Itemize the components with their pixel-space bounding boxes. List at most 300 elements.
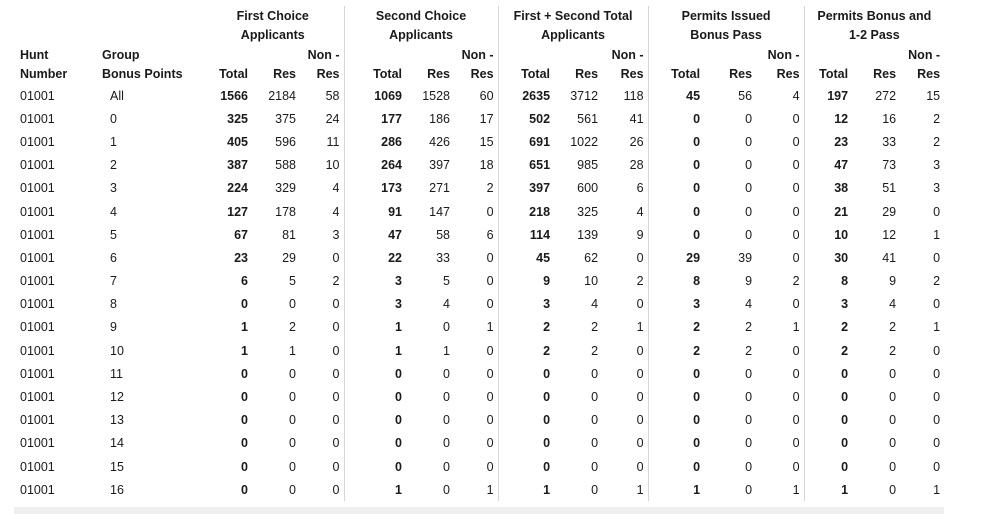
nonres-cell: 0 — [296, 339, 344, 362]
hunt-number-cell: 01001 — [20, 413, 55, 428]
total-cell: 91 — [388, 204, 402, 219]
total-cell: 12 — [834, 111, 849, 126]
hunt-number-cell: 01001 — [20, 459, 55, 474]
col-header-nonres: Res — [598, 65, 648, 85]
nonres-cell: 0 — [450, 432, 498, 455]
nonres-cell: 1 — [752, 316, 804, 339]
nonres-cell: 0 — [752, 177, 804, 200]
total-cell: 0 — [693, 390, 701, 405]
res-cell: 0 — [289, 413, 296, 428]
res-cell: 186 — [429, 111, 450, 126]
total-cell: 173 — [381, 181, 402, 196]
res-cell: 596 — [275, 134, 296, 149]
group-header-4-line1: Permits Issued — [648, 6, 804, 26]
total-cell: 21 — [834, 204, 849, 219]
total-cell: 9 — [543, 274, 551, 289]
res-cell: 272 — [875, 88, 897, 103]
total-cell: 1 — [241, 320, 248, 335]
nonres-cell: 118 — [598, 84, 648, 107]
bonus-points-cell: 1 — [110, 134, 117, 149]
nonres-cell: 0 — [296, 362, 344, 385]
total-cell: 0 — [841, 436, 849, 451]
total-cell: 10 — [834, 227, 849, 242]
nonres-cell: 58 — [296, 84, 344, 107]
nonres-cell: 0 — [598, 409, 648, 432]
total-cell: 387 — [227, 158, 248, 173]
table-row — [20, 84, 944, 107]
total-cell: 1 — [395, 343, 402, 358]
res-cell: 561 — [577, 111, 599, 126]
hunt-header-line2: Number — [20, 67, 68, 82]
hunt-number-cell: 01001 — [20, 204, 55, 219]
bonus-points-cell: 13 — [110, 413, 124, 428]
nonres-cell: 0 — [450, 385, 498, 408]
total-cell: 0 — [395, 366, 402, 381]
total-cell: 691 — [529, 134, 551, 149]
total-cell: 0 — [543, 366, 551, 381]
nonres-cell: 0 — [752, 107, 804, 130]
nonres-cell: 0 — [450, 455, 498, 478]
total-cell: 1069 — [374, 88, 402, 103]
res-cell: 56 — [738, 88, 753, 103]
nonres-cell: 0 — [296, 409, 344, 432]
nonres-cell: 0 — [752, 246, 804, 269]
hunt-number-cell: 01001 — [20, 436, 55, 451]
nonres-cell: 0 — [933, 413, 941, 428]
total-cell: 3 — [395, 297, 402, 312]
bonus-points-cell: 14 — [110, 436, 124, 451]
res-cell: 51 — [882, 181, 897, 196]
nonres-cell: 0 — [598, 246, 648, 269]
hunt-header-line1: Hunt — [20, 47, 49, 62]
bonus-points-cell: 3 — [110, 181, 117, 196]
nonres-cell: 0 — [450, 409, 498, 432]
res-cell: 426 — [429, 134, 450, 149]
total-cell: 3 — [841, 297, 849, 312]
total-cell: 1 — [395, 482, 402, 497]
col-header-non: Non - — [752, 45, 804, 65]
res-cell: 39 — [738, 250, 753, 265]
total-cell: 224 — [227, 181, 248, 196]
bonus-points-cell: All — [110, 88, 124, 103]
res-cell: 2 — [745, 320, 753, 335]
total-cell: 0 — [241, 459, 248, 474]
hunt-number-cell: 01001 — [20, 390, 55, 405]
res-cell: 5 — [289, 274, 296, 289]
group-header-5-line1: Permits Bonus and — [817, 8, 932, 23]
nonres-cell: 26 — [598, 130, 648, 153]
res-cell: 9 — [745, 274, 753, 289]
nonres-cell: 24 — [296, 107, 344, 130]
res-cell: 3712 — [570, 88, 599, 103]
res-cell: 33 — [436, 250, 450, 265]
res-cell: 5 — [443, 274, 450, 289]
total-cell: 0 — [841, 459, 849, 474]
res-cell: 0 — [591, 366, 599, 381]
total-cell: 0 — [693, 111, 701, 126]
total-cell: 0 — [693, 204, 701, 219]
nonres-cell: 0 — [752, 223, 804, 246]
col-header-total: Total — [373, 67, 402, 82]
table-row — [20, 432, 944, 455]
col-header-total: Total — [219, 67, 248, 82]
total-cell: 0 — [241, 390, 248, 405]
nonres-cell: 9 — [598, 223, 648, 246]
res-cell: 1 — [443, 343, 450, 358]
total-cell: 45 — [686, 88, 701, 103]
total-cell: 47 — [834, 158, 849, 173]
res-cell: 0 — [443, 320, 450, 335]
res-cell: 29 — [282, 250, 296, 265]
res-cell: 0 — [745, 436, 753, 451]
res-cell: 0 — [591, 413, 599, 428]
nonres-cell: 0 — [296, 478, 344, 501]
res-cell: 12 — [882, 227, 897, 242]
res-cell: 0 — [289, 366, 296, 381]
res-cell: 0 — [443, 482, 450, 497]
nonres-cell: 0 — [933, 390, 941, 405]
bonus-points-cell: 12 — [110, 390, 124, 405]
nonres-cell: 0 — [296, 432, 344, 455]
total-cell: 1 — [241, 343, 248, 358]
hunt-number-cell: 01001 — [20, 343, 55, 358]
res-cell: 73 — [882, 158, 897, 173]
res-cell: 62 — [584, 250, 599, 265]
hunt-number-cell: 01001 — [20, 227, 55, 242]
total-cell: 23 — [834, 134, 849, 149]
nonres-cell: 0 — [598, 339, 648, 362]
total-cell: 67 — [234, 227, 248, 242]
total-cell: 397 — [529, 181, 551, 196]
group-header-2-line2: Applicants — [344, 26, 498, 46]
col-header-total: Total — [521, 67, 551, 82]
res-cell: 10 — [584, 274, 599, 289]
bonus-points-cell: 16 — [110, 482, 124, 497]
res-cell: 81 — [282, 227, 296, 242]
res-cell: 147 — [429, 204, 450, 219]
res-cell: 0 — [745, 204, 753, 219]
total-cell: 8 — [841, 274, 849, 289]
nonres-cell: 2 — [296, 270, 344, 293]
res-cell: 4 — [591, 297, 599, 312]
nonres-cell: 0 — [933, 459, 941, 474]
res-cell: 0 — [745, 111, 753, 126]
total-cell: 1 — [693, 482, 701, 497]
res-cell: 0 — [443, 436, 450, 451]
col-header-nonres: Res — [450, 65, 498, 85]
total-cell: 38 — [834, 181, 849, 196]
header-row-4 — [20, 65, 944, 85]
res-cell: 33 — [882, 134, 897, 149]
nonres-cell: 0 — [752, 362, 804, 385]
total-cell: 177 — [381, 111, 402, 126]
total-cell: 47 — [388, 227, 402, 242]
col-header-nonres: Res — [917, 67, 941, 82]
total-cell: 0 — [543, 390, 551, 405]
total-cell: 0 — [693, 459, 701, 474]
nonres-cell: 0 — [933, 436, 941, 451]
total-cell: 0 — [395, 413, 402, 428]
table-row — [20, 455, 944, 478]
res-cell: 0 — [745, 158, 753, 173]
col-header-res: Res — [273, 67, 296, 82]
total-cell: 0 — [395, 390, 402, 405]
hunt-number-cell: 01001 — [20, 134, 55, 149]
total-cell: 1566 — [220, 88, 248, 103]
table-row — [20, 362, 944, 385]
res-cell: 41 — [882, 250, 897, 265]
total-cell: 0 — [693, 134, 701, 149]
total-cell: 0 — [395, 436, 402, 451]
total-cell: 2635 — [522, 88, 551, 103]
res-cell: 0 — [289, 459, 296, 474]
total-cell: 29 — [686, 250, 701, 265]
col-header-total: Total — [671, 67, 701, 82]
col-header-nonres: Res — [296, 65, 344, 85]
nonres-cell: 0 — [450, 270, 498, 293]
col-header-non: Non - — [908, 47, 941, 62]
nonres-cell: 0 — [752, 409, 804, 432]
res-cell: 375 — [275, 111, 296, 126]
col-header-non: Non - — [296, 45, 344, 65]
total-cell: 0 — [543, 436, 551, 451]
nonres-cell: 0 — [598, 293, 648, 316]
res-cell: 397 — [429, 158, 450, 173]
col-header-res: Res — [427, 67, 450, 82]
total-cell: 1 — [841, 482, 849, 497]
res-cell: 0 — [591, 390, 599, 405]
res-cell: 2 — [289, 320, 296, 335]
res-cell: 0 — [443, 413, 450, 428]
total-cell: 23 — [234, 250, 248, 265]
total-cell: 0 — [543, 459, 551, 474]
nonres-cell: 6 — [598, 177, 648, 200]
bonus-points-cell: 6 — [110, 250, 117, 265]
total-cell: 0 — [241, 366, 248, 381]
nonres-cell: 4 — [296, 200, 344, 223]
group-header-4-line2: Bonus Pass — [648, 26, 804, 46]
nonres-cell: 0 — [450, 362, 498, 385]
res-cell: 1 — [289, 343, 296, 358]
nonres-cell: 60 — [450, 84, 498, 107]
group-header-3-line2: Applicants — [498, 26, 648, 46]
res-cell: 0 — [889, 413, 897, 428]
nonres-cell: 0 — [450, 200, 498, 223]
bonus-points-cell: 2 — [110, 158, 117, 173]
group-bp-header-line1: Group — [102, 47, 140, 62]
group-header-1-line1: First Choice — [202, 6, 344, 26]
nonres-cell: 2 — [933, 111, 941, 126]
res-cell: 0 — [745, 459, 753, 474]
total-cell: 405 — [227, 134, 248, 149]
nonres-cell: 0 — [598, 455, 648, 478]
res-cell: 1022 — [570, 134, 599, 149]
total-cell: 0 — [241, 482, 248, 497]
bonus-points-cell: 8 — [110, 297, 117, 312]
group-header-2-line1: Second Choice — [344, 6, 498, 26]
nonres-cell: 3 — [933, 181, 941, 196]
col-header-non: Non - — [450, 45, 498, 65]
nonres-cell: 1 — [598, 316, 648, 339]
bonus-points-cell: 15 — [110, 459, 124, 474]
table-body — [20, 6, 944, 501]
total-cell: 0 — [241, 436, 248, 451]
nonres-cell: 1 — [933, 482, 941, 497]
bonus-points-cell: 7 — [110, 274, 117, 289]
total-cell: 30 — [834, 250, 849, 265]
nonres-cell: 17 — [450, 107, 498, 130]
total-cell: 1 — [395, 320, 402, 335]
nonres-cell: 0 — [450, 339, 498, 362]
nonres-cell: 4 — [752, 84, 804, 107]
nonres-cell: 3 — [296, 223, 344, 246]
group-bp-header-line2: Bonus Points — [102, 67, 183, 82]
total-cell: 286 — [381, 134, 402, 149]
nonres-cell: 0 — [933, 204, 941, 219]
nonres-cell: 0 — [752, 455, 804, 478]
table-row — [20, 154, 944, 177]
res-cell: 2184 — [268, 88, 296, 103]
header-row-2 — [20, 26, 944, 46]
table-row — [20, 339, 944, 362]
nonres-cell: 0 — [752, 154, 804, 177]
total-cell: 218 — [529, 204, 551, 219]
hunt-number-cell: 01001 — [20, 482, 55, 497]
total-cell: 0 — [543, 413, 551, 428]
nonres-cell: 1 — [450, 316, 498, 339]
total-cell: 22 — [388, 250, 402, 265]
nonres-cell: 11 — [296, 130, 344, 153]
res-cell: 4 — [889, 297, 897, 312]
nonres-cell: 3 — [933, 158, 941, 173]
nonres-cell: 0 — [296, 385, 344, 408]
nonres-cell: 0 — [752, 432, 804, 455]
hunt-number-cell: 01001 — [20, 250, 55, 265]
nonres-cell: 0 — [933, 366, 941, 381]
col-header-res: Res — [873, 67, 897, 82]
total-cell: 0 — [395, 459, 402, 474]
nonres-cell: 0 — [296, 455, 344, 478]
nonres-cell: 2 — [752, 270, 804, 293]
header-row-3 — [20, 45, 944, 65]
total-cell: 114 — [529, 227, 551, 242]
res-cell: 4 — [745, 297, 753, 312]
total-cell: 0 — [693, 436, 701, 451]
res-cell: 600 — [577, 181, 599, 196]
bonus-points-cell: 4 — [110, 204, 117, 219]
header-row-1 — [20, 6, 944, 26]
res-cell: 16 — [882, 111, 897, 126]
res-cell: 0 — [591, 459, 599, 474]
total-cell: 0 — [841, 390, 849, 405]
table-row — [20, 478, 944, 501]
table-row — [20, 293, 944, 316]
hunt-draw-table — [20, 6, 944, 501]
bonus-points-cell: 5 — [110, 227, 117, 242]
res-cell: 0 — [289, 436, 296, 451]
nonres-cell: 0 — [450, 293, 498, 316]
total-cell: 6 — [241, 274, 248, 289]
total-cell: 45 — [536, 250, 551, 265]
total-cell: 0 — [693, 158, 701, 173]
hunt-number-cell: 01001 — [20, 366, 55, 381]
bonus-points-cell: 11 — [110, 366, 123, 381]
hunt-number-cell: 01001 — [20, 181, 55, 196]
res-cell: 178 — [275, 204, 296, 219]
res-cell: 0 — [745, 482, 753, 497]
res-cell: 29 — [882, 204, 897, 219]
nonres-cell: 0 — [933, 250, 941, 265]
res-cell: 0 — [443, 390, 450, 405]
nonres-cell: 2 — [933, 274, 941, 289]
total-cell: 0 — [693, 181, 701, 196]
table-row — [20, 177, 944, 200]
total-cell: 325 — [227, 111, 248, 126]
nonres-cell: 1 — [450, 478, 498, 501]
res-cell: 0 — [289, 297, 296, 312]
nonres-cell: 0 — [752, 200, 804, 223]
table-row — [20, 223, 944, 246]
res-cell: 0 — [889, 366, 897, 381]
res-cell: 139 — [577, 227, 599, 242]
res-cell: 0 — [889, 436, 897, 451]
nonres-cell: 1 — [933, 320, 941, 335]
nonres-cell: 0 — [450, 246, 498, 269]
total-cell: 0 — [841, 366, 849, 381]
res-cell: 0 — [289, 482, 296, 497]
table-row — [20, 200, 944, 223]
horizontal-scrollbar-track[interactable] — [14, 507, 944, 514]
table-row — [20, 409, 944, 432]
nonres-cell: 0 — [752, 130, 804, 153]
nonres-cell: 0 — [752, 385, 804, 408]
group-header-3-line1: First + Second Total — [498, 6, 648, 26]
nonres-cell: 15 — [926, 88, 941, 103]
nonres-cell: 18 — [450, 154, 498, 177]
res-cell: 1528 — [422, 88, 450, 103]
total-cell: 0 — [693, 366, 701, 381]
res-cell: 0 — [745, 227, 753, 242]
res-cell: 9 — [889, 274, 897, 289]
nonres-cell: 15 — [450, 130, 498, 153]
nonres-cell: 0 — [752, 293, 804, 316]
table-row — [20, 316, 944, 339]
res-cell: 325 — [577, 204, 599, 219]
total-cell: 264 — [381, 158, 402, 173]
nonres-cell: 0 — [598, 432, 648, 455]
res-cell: 985 — [577, 158, 599, 173]
table-row — [20, 130, 944, 153]
nonres-cell: 2 — [598, 270, 648, 293]
total-cell: 2 — [543, 343, 551, 358]
nonres-cell: 0 — [296, 293, 344, 316]
res-cell: 58 — [436, 227, 450, 242]
res-cell: 329 — [275, 181, 296, 196]
res-cell: 2 — [591, 320, 599, 335]
total-cell: 2 — [841, 343, 849, 358]
nonres-cell: 1 — [598, 478, 648, 501]
total-cell: 1 — [543, 482, 551, 497]
total-cell: 502 — [529, 111, 551, 126]
res-cell: 0 — [745, 181, 753, 196]
group-header-5-line2: 1-2 Pass — [848, 28, 900, 43]
total-cell: 0 — [693, 413, 701, 428]
total-cell: 0 — [241, 297, 248, 312]
res-cell: 0 — [745, 390, 753, 405]
nonres-cell: 4 — [598, 200, 648, 223]
nonres-cell: 0 — [933, 297, 941, 312]
nonres-cell: 0 — [296, 246, 344, 269]
